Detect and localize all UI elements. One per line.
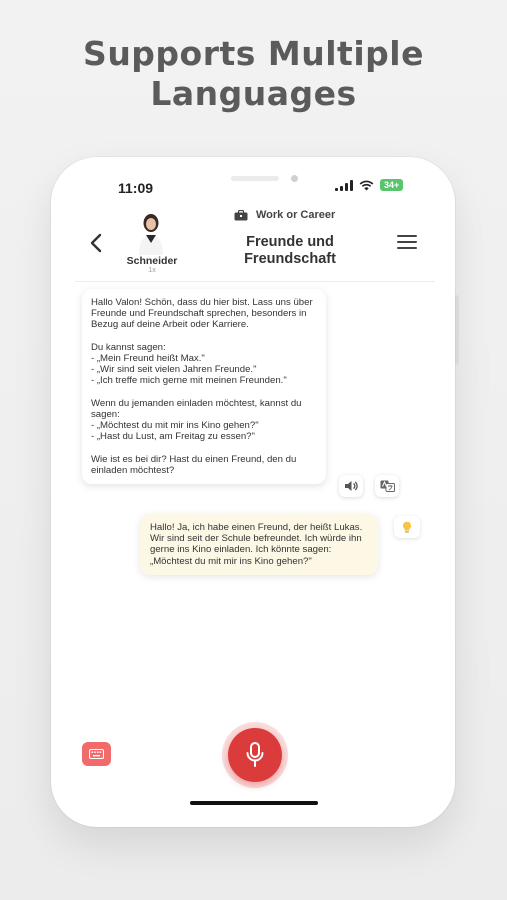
translate-button[interactable] [375, 475, 399, 497]
microphone-button[interactable] [222, 722, 288, 788]
status-time: 11:09 [118, 180, 154, 196]
headline [0, 34, 507, 114]
status-indicators [335, 179, 403, 191]
chevron-left-icon [89, 233, 103, 253]
keyboard-button[interactable] [82, 742, 111, 766]
tutor-message: Hallo Valon! Schön, dass du hier bist. Lass uns über Freunde und Freundschaft sprechen, besonders in Bezug auf deine Arbeit oder Karriere. Du kannst sagen: - „Mein Freund heißt Max." - „Wir sind seit vielen Jahren Freunde." - „Ich treffe mich gerne mit meinen Freunden." Wenn du jemanden einladen möchtest, kannst du sagen: - „Möchtest du mit mir ins Kino gehen?" - „Hast du Lust, am Freitag zu essen?" Wie ist es bei dir? Hast du einen Freund, den du einladen möchtest? [82, 289, 326, 484]
microphone-button-inner[interactable] [228, 728, 282, 782]
menu-button[interactable] [397, 235, 417, 253]
topic-text: Work or Career [256, 209, 336, 221]
header-divider [75, 281, 435, 282]
play-audio-button[interactable] [339, 475, 363, 497]
translate-icon [380, 480, 395, 492]
tutor-speed: 1x [148, 267, 156, 274]
lightbulb-icon [402, 521, 412, 534]
user-message: Hallo! Ja, ich habe einen Freund, der heißt Lukas. Wir sind seit der Schule befreundet. Ich würde ihn gerne ins Kino einladen. Ich könnte sagen: „Möchtest du mit mir ins Kino gehen?" [140, 514, 378, 575]
microphone-icon [245, 742, 265, 768]
home-indicator[interactable] [190, 801, 318, 805]
keyboard-icon [89, 749, 104, 759]
tutor-name: Schneider [126, 255, 178, 267]
briefcase-icon [234, 210, 248, 221]
tutor-avatar[interactable] [137, 213, 165, 255]
wifi-icon [359, 180, 374, 191]
back-button[interactable] [89, 233, 103, 259]
signal-icon [335, 180, 353, 191]
speaker-icon [344, 480, 358, 492]
phone-speaker-grille [231, 176, 279, 181]
headline-line-2: Languages [150, 74, 357, 113]
hint-button[interactable] [394, 516, 420, 538]
topic-label[interactable] [234, 209, 335, 221]
battery-indicator: 34+ [380, 179, 403, 191]
phone-frame [51, 157, 455, 827]
conversation-title: Freunde und Freundschaft [244, 234, 336, 267]
phone-camera [291, 175, 298, 182]
phone-side-button [455, 295, 459, 365]
headline-line-1: Supports Multiple [83, 34, 424, 73]
